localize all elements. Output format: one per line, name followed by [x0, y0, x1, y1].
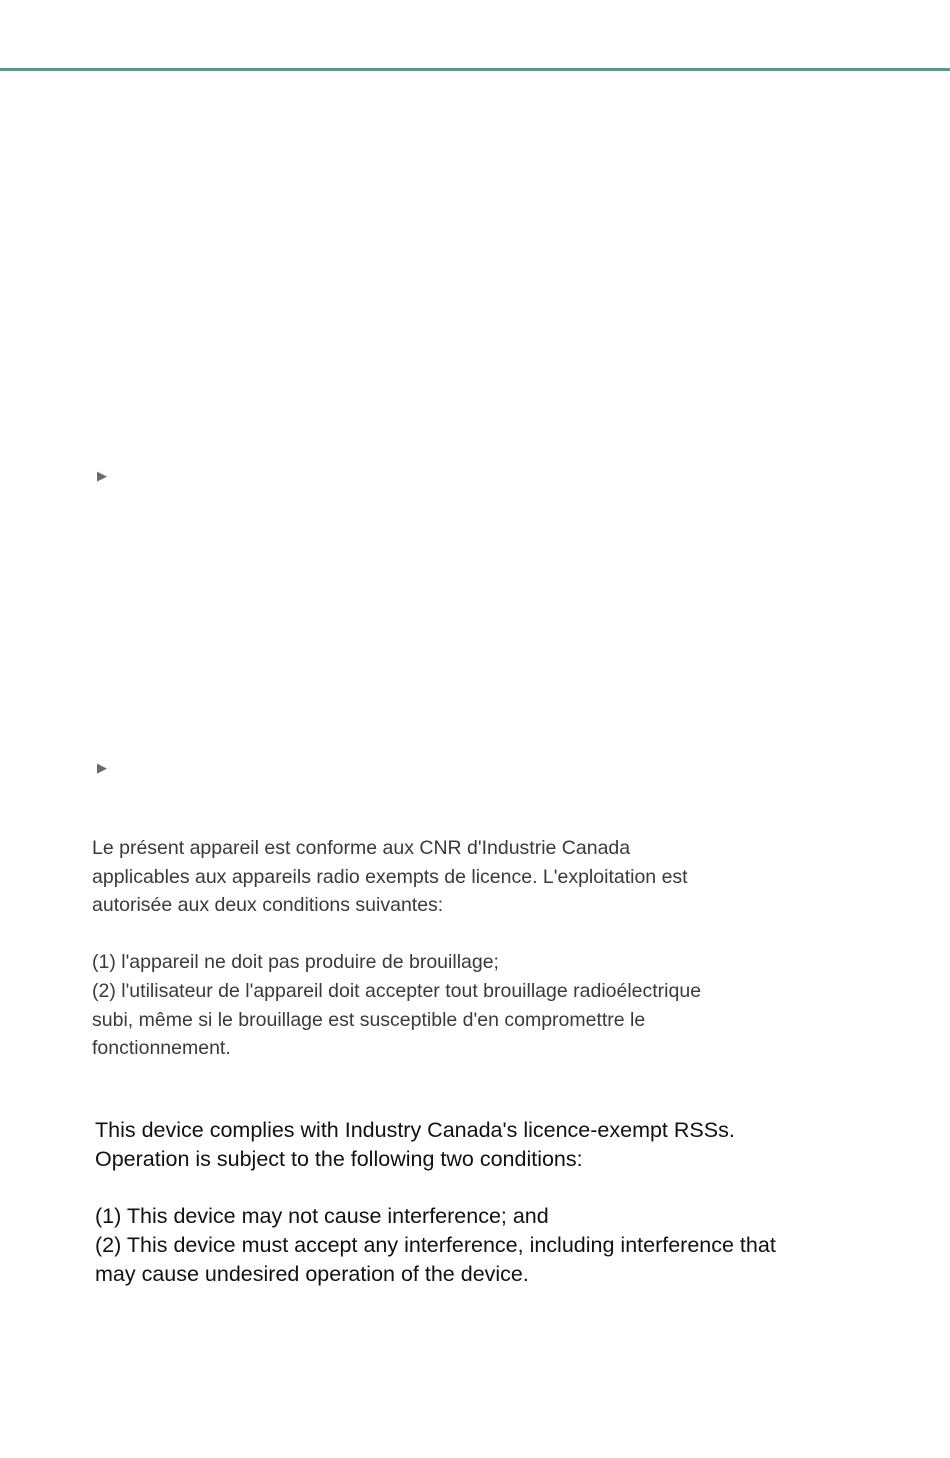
english-condition-line: may cause undesired operation of the device. — [95, 1261, 529, 1286]
french-condition-line: (1) l'appareil ne doit pas produire de brouillage; — [92, 951, 499, 974]
header-rule — [0, 68, 950, 71]
paragraph-gap — [95, 1174, 855, 1203]
french-paragraph-line: Le présent appareil est conforme aux CNR d'Industrie Canada — [92, 837, 631, 859]
french-condition-line: fonctionnement. — [92, 1037, 231, 1060]
french-condition-line: subi, même si le brouillage est susceptible d'en compromettre le — [92, 1008, 646, 1031]
triangle-bullet-icon: ▶ — [97, 760, 107, 775]
french-paragraph-line: autorisée aux deux conditions suivantes: — [92, 894, 444, 917]
french-condition-line: (2) l'utilisateur de l'appareil doit accepter tout brouillage radioélectrique — [92, 979, 702, 1002]
english-condition-line: (2) This device must accept any interference, including interference that — [95, 1233, 776, 1258]
english-condition-line: (1) This device may not cause interference; and — [95, 1204, 549, 1229]
english-compliance-notice — [95, 1116, 855, 1289]
french-paragraph-line: applicables aux appareils radio exempts de licence. L'exploitation est — [92, 865, 688, 888]
triangle-bullet-icon: ▶ — [97, 468, 107, 483]
english-paragraph-line: Operation is subject to the following two conditions: — [95, 1146, 583, 1171]
paragraph-gap — [92, 920, 852, 949]
english-paragraph-line: This device complies with Industry Canada's licence-exempt RSSs. — [95, 1118, 735, 1142]
french-compliance-notice — [92, 834, 852, 1063]
